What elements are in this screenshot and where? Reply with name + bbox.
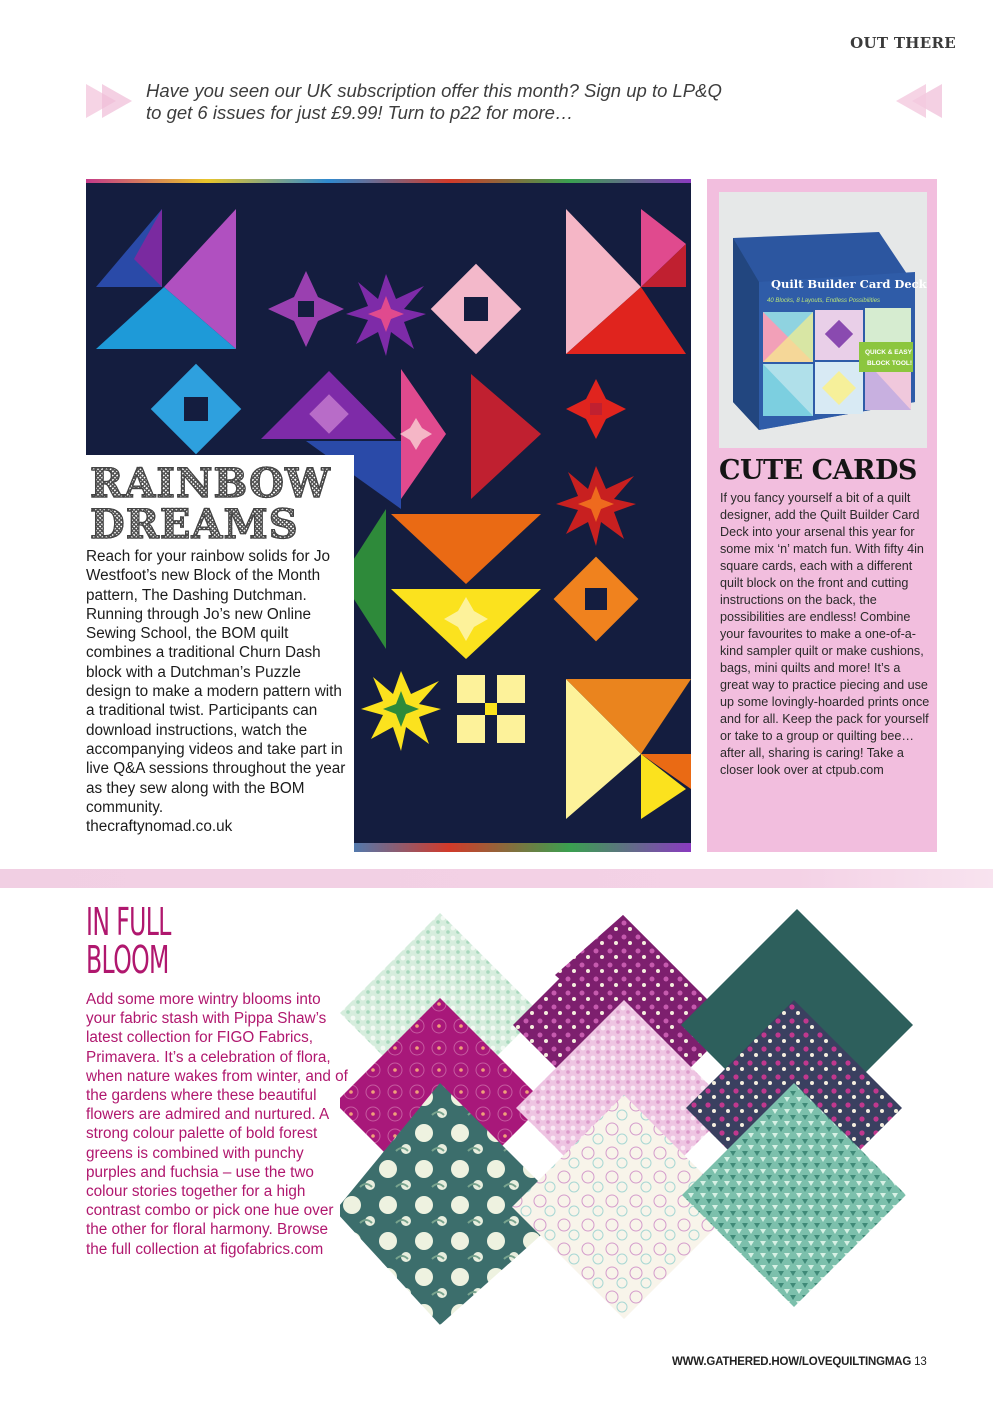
bloom-title-line-1: IN FULL <box>86 900 171 944</box>
section-divider-band <box>0 869 993 888</box>
section-label: OUT THERE <box>850 34 956 52</box>
subscription-promo <box>146 80 806 124</box>
page-number: 13 <box>914 1356 927 1368</box>
product-subtitle-text: 40 Blocks, 8 Layouts, Endless Possibilities <box>767 298 881 304</box>
cute-cards-body: If you fancy yourself a bit of a quilt designer, add the Quilt Builder Card Deck into your arsenal this year for some mix ‘n’ match fun. With fifty 4in square cards, each with a different quilt block on the front and cutting instructions on the back, the possibilities are endless! Combine your favourites to make a one-of-a-kind sampler quilt or make cushions, bags, mini quilts and more! It’s a great way to practice piecing and use up some lovingly-hoarded prints once and for all. Keep the pack for yourself or take to a group or quilting bee… after all, sharing is caring! Take a closer look over at ctpub.com <box>720 491 930 777</box>
footer-url[interactable]: WWW.GATHERED.HOW/LOVEQUILTINGMAG <box>672 1356 912 1368</box>
rainbow-dreams-title <box>90 460 352 548</box>
bloom-title-line-2: BLOOM <box>86 938 169 982</box>
product-title-text: Quilt Builder Card Deck <box>771 277 927 291</box>
rainbow-dreams-body <box>86 547 348 836</box>
product-badge-line-1: QUICK & EASY <box>865 349 912 356</box>
in-full-bloom-body: Add some more wintry blooms into your fabric stash with Pippa Shaw’s latest collection for FIGO Fabrics, Primavera. It’s a celebration of flora, when nature wakes from winter, and of the gardens where these beautiful flowers are admired and nurtured. A strong colour palette of bold forest greens is combined with punchy purples and fuchsia – use the two colour stories together for a high contrast combo or pick one hue over the other for floral harmony. Browse the full collection at figofabrics.com <box>86 991 348 1258</box>
page-footer <box>672 1356 927 1368</box>
rainbow-title-line-2: DREAMS <box>90 501 299 548</box>
rainbow-body-text: Reach for your rainbow solids for Jo Westfoot’s new Block of the Month pattern, The Dashing Dutchman. Running through Jo’s new Online Sewing School, the BOM quilt combines a traditional Churn Dash block with a Dutchman’s Puzzle design to make a modern pattern with a traditional twist. Participants can download instructions, watch the accompanying videos and take part in live Q&A sessions throughout the year as they sew along with the BOM community. <box>86 548 346 816</box>
cute-cards-title: CUTE CARDS <box>719 455 917 486</box>
double-arrow-left-icon <box>882 82 942 120</box>
product-badge-line-2: BLOCK TOOL! <box>867 360 913 367</box>
in-full-bloom-title <box>86 900 171 982</box>
card-deck-product-photo <box>719 192 927 448</box>
rainbow-title-line-1: RAINBOW <box>90 460 331 507</box>
fabric-collection-photo <box>340 905 940 1325</box>
rainbow-link[interactable]: thecraftynomad.co.uk <box>86 818 233 836</box>
promo-line-2: to get 6 issues for just £9.99! Turn to p22 for more… <box>146 102 574 123</box>
promo-line-1: Have you seen our UK subscription offer this month? Sign up to LP&Q <box>146 80 722 101</box>
double-arrow-right-icon <box>86 82 146 120</box>
